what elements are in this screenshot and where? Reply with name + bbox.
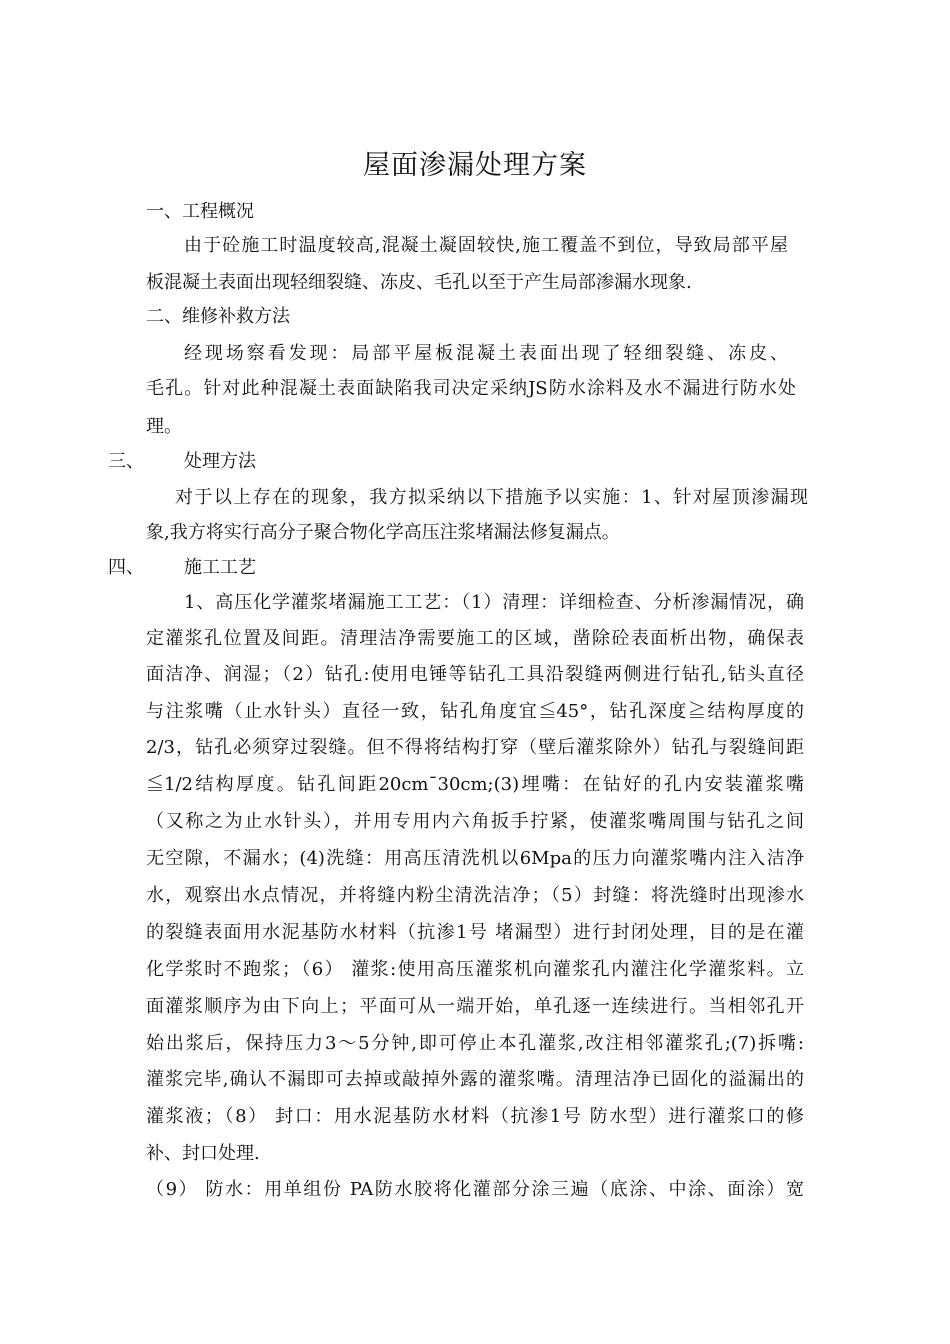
section-4-label: 施工工艺 (184, 557, 256, 578)
section-4-line: 水，观察出水点情况，并将缝内粉尘清洗洁净；（5）封缝：将洗缝时出现渗水 (146, 885, 804, 906)
section-3-line: 象,我方将实行高分子聚合物化学高压注浆堵漏法修复漏点。 (146, 522, 620, 543)
section-4-line: （又称之为止水针头），并用专用内六角扳手拧紧，使灌浆嘴周围与钻孔之间 (146, 811, 804, 832)
section-4-line: 与注浆嘴（止水针头）直径一致，钻孔角度宜≦45°，钻孔深度≧结构厚度的 (146, 701, 804, 722)
section-2-line: 经现场察看发现：局部平屋板混凝土表面出现了轻细裂缝、冻皮、 (184, 343, 788, 364)
section-2-line: 理。 (146, 416, 182, 437)
section-4-line: 无空隙，不漏水；(4)洗缝：用高压清洗机以6Mpa的压力向灌浆嘴内注入洁净 (146, 848, 804, 869)
section-4-line: 灌浆完毕,确认不漏即可去掉或敲掉外露的灌浆嘴。清理洁净已固化的溢漏出的 (146, 1069, 804, 1090)
section-2-line: 毛孔。针对此种混凝土表面缺陷我司决定采纳JS防水涂料及水不漏进行防水处 (146, 378, 796, 399)
section-4-line: 始出浆后，保持压力3～5分钟,即可停止本孔灌浆,改注相邻灌浆孔;(7)拆嘴: (146, 1033, 804, 1054)
section-4-number: 四、 (108, 557, 144, 578)
section-4-line: 面洁净、润湿；（2）钻孔:使用电锤等钻孔工具沿裂缝两侧进行钻孔,钻头直径 (146, 664, 804, 685)
document-title: 屋面渗漏处理方案 (363, 150, 587, 181)
section-4-line: 定灌浆孔位置及间距。清理洁净需要施工的区域，凿除砼表面析出物，确保表 (146, 628, 804, 649)
section-4-line: 的裂缝表面用水泥基防水材料（抗渗1号 堵漏型）进行封闭处理，目的是在灌 (146, 922, 804, 943)
section-3-number: 三、 (108, 451, 144, 472)
section-4-line: ≦1/2结构厚度。钻孔间距20cm¯30cm;(3)埋嘴：在钻好的孔内安装灌浆嘴 (146, 774, 804, 795)
section-4-line: 补、封口处理. (146, 1143, 260, 1164)
section-4-line: （9） 防水：用单组份 PA防水胶将化灌部分涂三遍（底涂、中涂、面涂）宽 (146, 1179, 804, 1200)
section-4-line: 2/3，钻孔必须穿过裂缝。但不得将结构打穿（壁后灌浆除外）钻孔与裂缝间距 (146, 737, 804, 758)
section-4-line: 1、高压化学灌浆堵漏施工工艺：（1）清理：详细检查、分析渗漏情况，确 (184, 592, 804, 613)
section-3-line: 对于以上存在的现象，我方拟采纳以下措施予以实施：1、针对屋顶渗漏现 (175, 487, 808, 508)
section-4-line: 灌浆液；（8） 封口：用水泥基防水材料（抗渗1号 防水型）进行灌浆口的修 (146, 1106, 804, 1127)
section-4-line: 化学浆时不跑浆；（6） 灌浆:使用高压灌浆机向灌浆孔内灌注化学灌浆料。立 (146, 959, 804, 980)
section-1-line: 由于砼施工时温度较高,混凝土凝固较快,施工覆盖不到位，导致局部平屋 (184, 235, 788, 256)
section-3-label: 处理方法 (184, 451, 256, 472)
section-2-heading: 二、维修补救方法 (146, 306, 290, 327)
section-1-line: 板混凝土表面出现轻细裂缝、冻皮、毛孔以至于产生局部渗漏水现象. (146, 272, 692, 293)
section-4-line: 面灌浆顺序为由下向上；平面可从一端开始，单孔逐一连续进行。当相邻孔开 (146, 996, 804, 1017)
section-1-heading: 一、工程概况 (146, 201, 254, 222)
